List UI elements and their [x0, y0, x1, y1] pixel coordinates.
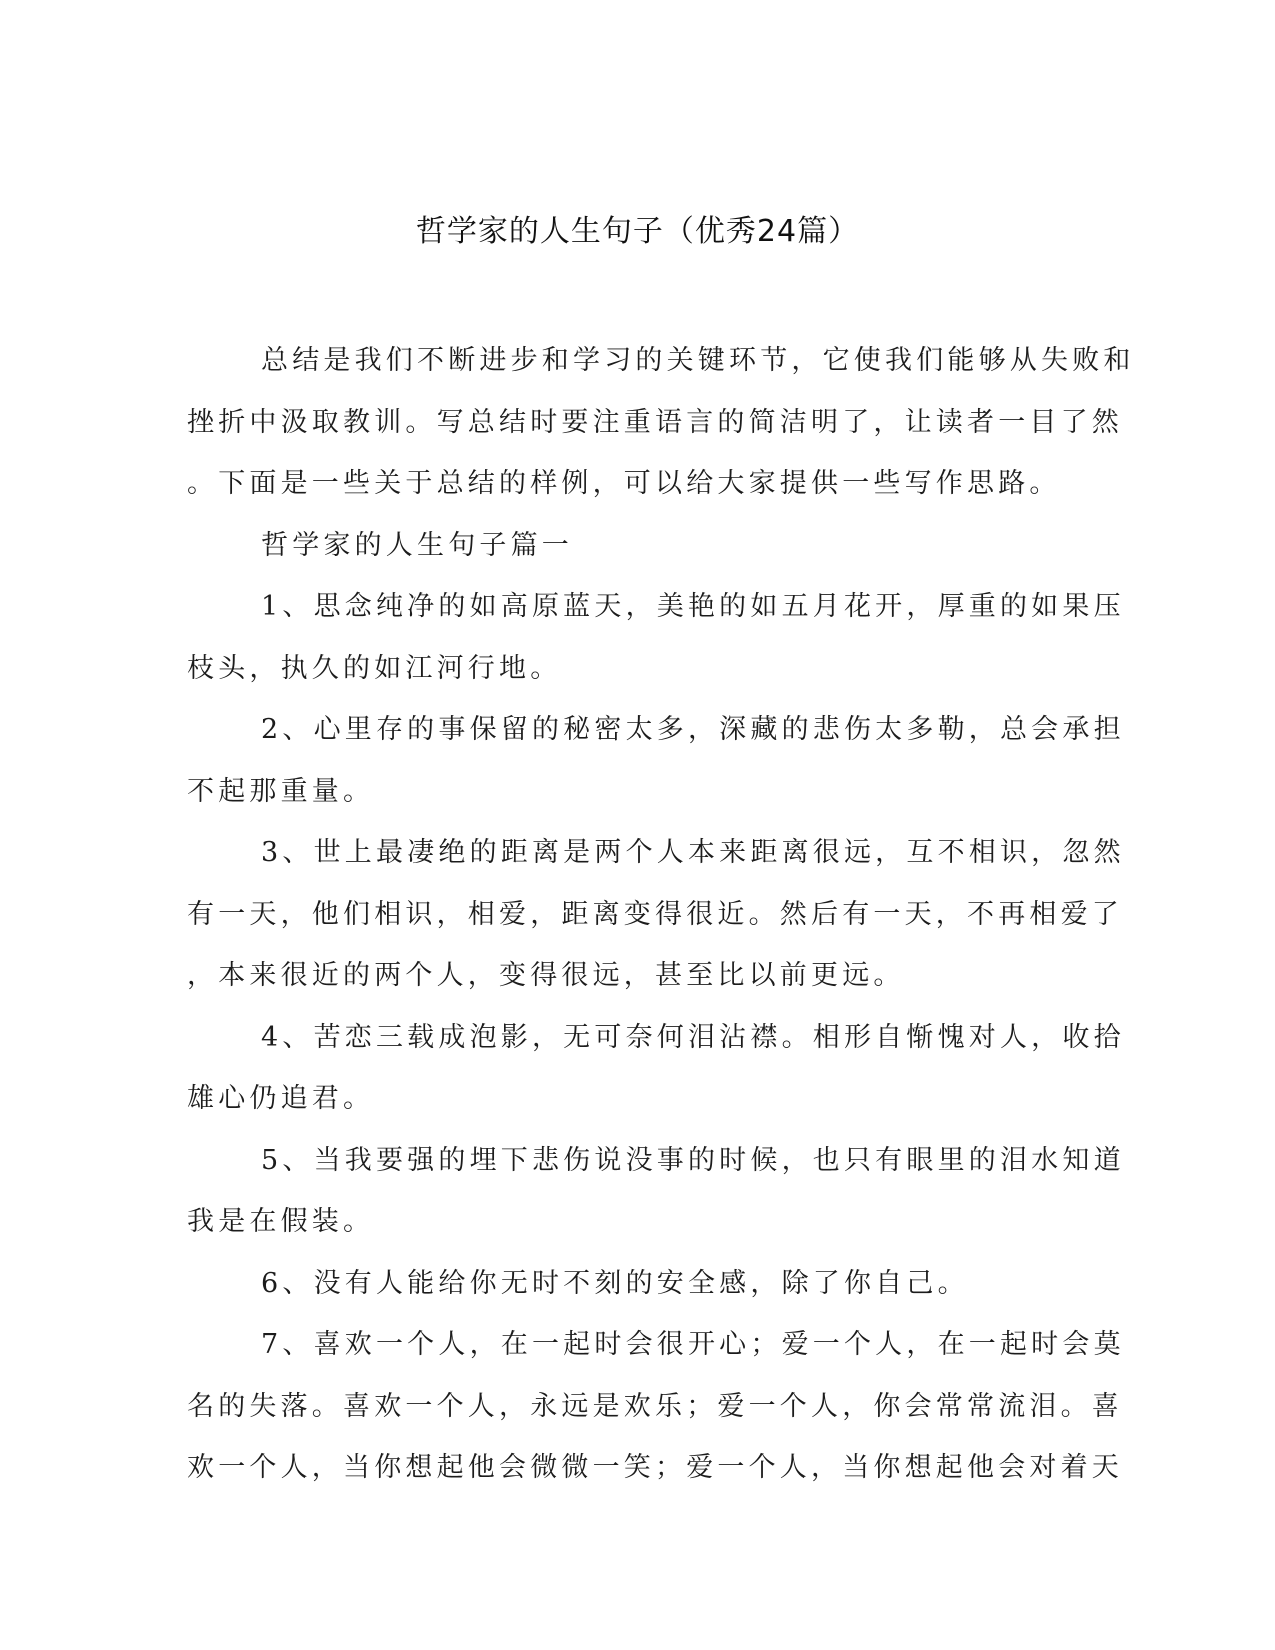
text-line: 挫折中汲取教训。写总结时要注重语言的简洁明了，让读者一目了然 [187, 406, 1123, 438]
text-line: 。下面是一些关于总结的样例，可以给大家提供一些写作思路。 [187, 468, 1061, 499]
text-line: 我是在假装。 [187, 1206, 375, 1237]
section-heading: 哲学家的人生句子篇一 [261, 529, 573, 561]
text-line: 3、世上最凄绝的距离是两个人本来距离很远，互不相识，忽然 [261, 837, 1125, 868]
text-line: 雄心仍追君。 [187, 1083, 375, 1114]
page-title: 哲学家的人生句子（优秀24篇） [415, 214, 860, 249]
text-line: 名的失落。喜欢一个人，永远是欢乐；爱一个人，你会常常流泪。喜 [187, 1390, 1123, 1422]
document-body [187, 330, 1135, 1499]
text-line: 2、心里存的事保留的秘密太多，深藏的悲伤太多勒，总会承担 [261, 714, 1125, 745]
text-line: 4、苦恋三载成泡影，无可奈何泪沾襟。相形自惭愧对人，收拾 [261, 1021, 1125, 1053]
text-line: 总结是我们不断进步和学习的关键环节，它使我们能够从失败和 [261, 345, 1135, 376]
text-line: ，本来很近的两个人，变得很远，甚至比以前更远。 [187, 960, 905, 991]
text-line: 5、当我要强的埋下悲伤说没事的时候，也只有眼里的泪水知道 [261, 1144, 1125, 1176]
text-line: 不起那重量。 [187, 775, 375, 807]
text-line: 1、思念纯净的如高原蓝天，美艳的如五月花开，厚重的如果压 [261, 591, 1125, 622]
text-line: 有一天，他们相识，相爱，距离变得很近。然后有一天，不再相爱了 [187, 898, 1123, 930]
text-line: 枝头，执久的如江河行地。 [187, 652, 562, 684]
text-line: 欢一个人，当你想起他会微微一笑；爱一个人，当你想起他会对着天 [187, 1452, 1123, 1483]
text-line: 6、没有人能给你无时不刻的安全感，除了你自己。 [261, 1267, 969, 1299]
text-line: 7、喜欢一个人，在一起时会很开心；爱一个人，在一起时会莫 [261, 1329, 1125, 1360]
